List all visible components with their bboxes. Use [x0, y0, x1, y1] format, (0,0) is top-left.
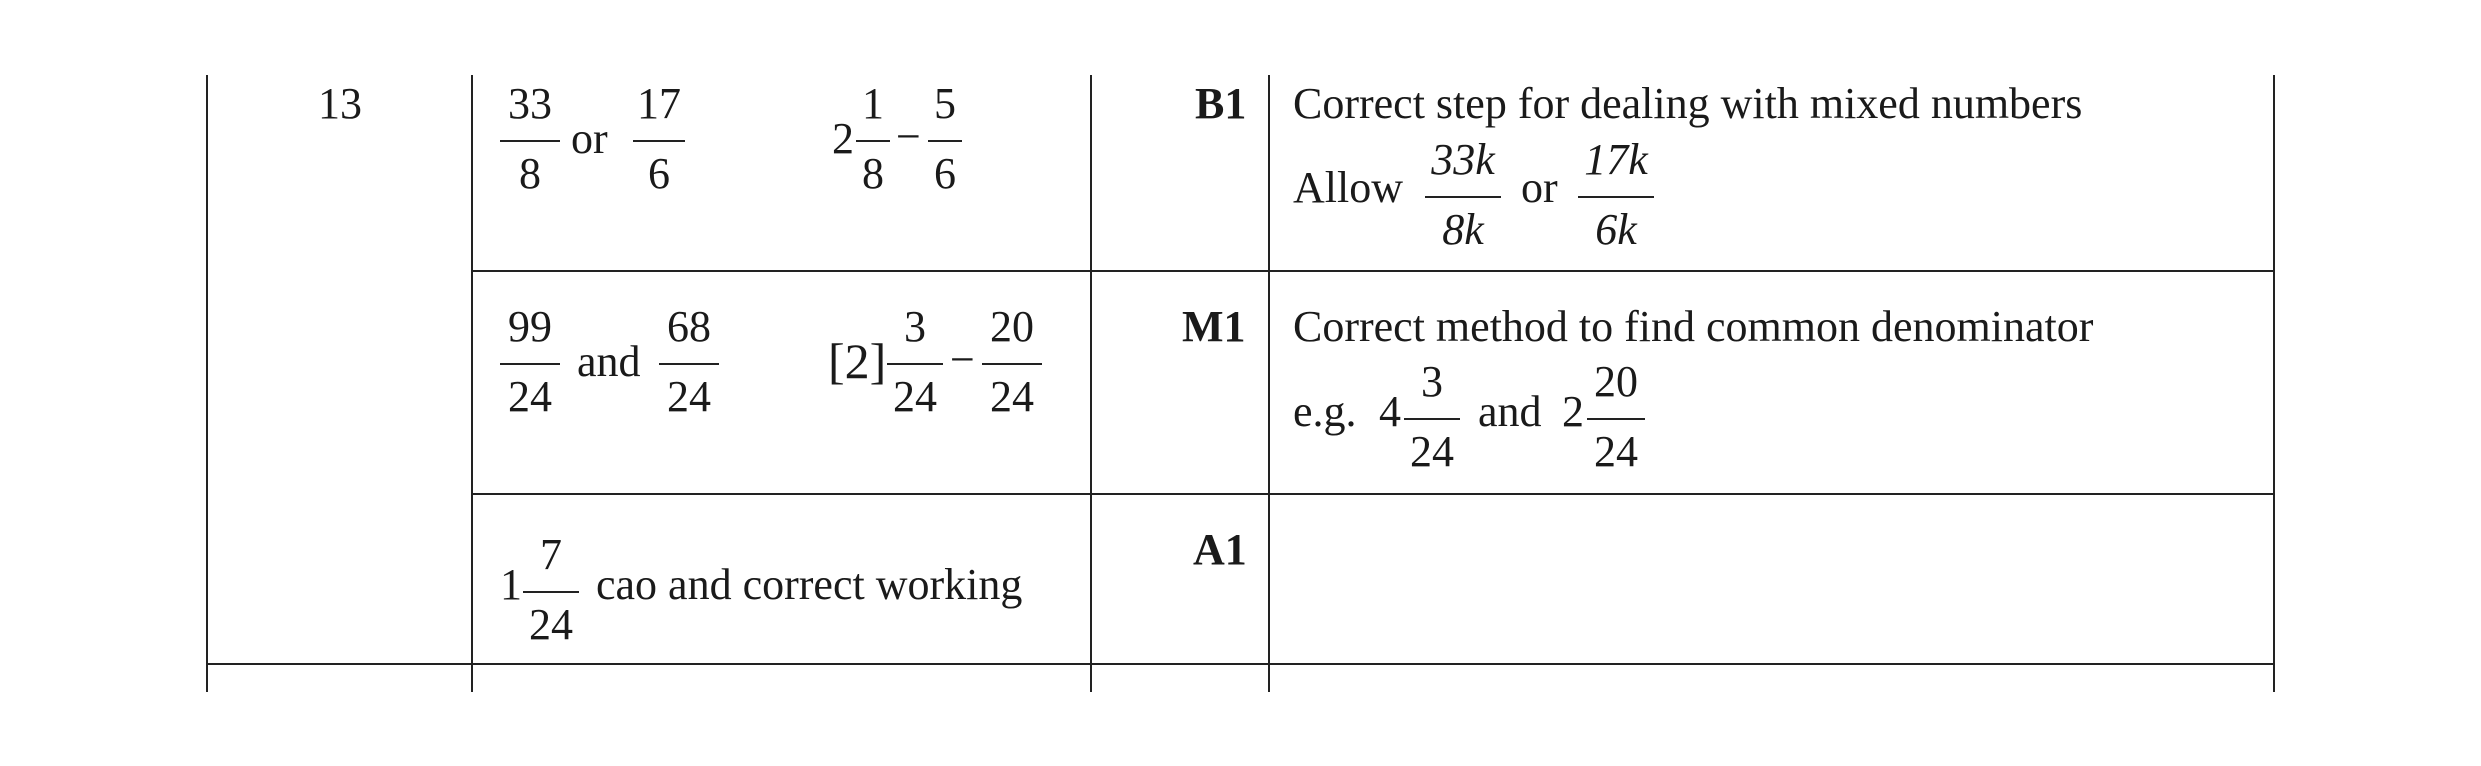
- row-divider-2: [471, 493, 2275, 495]
- table-bottom-border: [206, 663, 2275, 665]
- working-connector-and: and: [577, 337, 641, 386]
- note-mixed-whole-4: 4: [1379, 387, 1401, 436]
- minus-sign: −: [896, 112, 921, 161]
- fraction-1-over-8: 1 8: [856, 82, 890, 192]
- fraction-99-over-24: 99 24: [500, 305, 560, 415]
- bracketed-whole: [2]: [828, 333, 887, 389]
- fraction-3-over-24: 3 24: [887, 305, 943, 415]
- fraction-17k-over-6k: 17k 6k: [1578, 138, 1654, 248]
- fraction-68-over-24: 68 24: [659, 305, 719, 415]
- minus-sign: −: [950, 335, 975, 384]
- mark-code-a1: A1: [1193, 525, 1247, 574]
- row-divider-1: [471, 270, 2275, 272]
- table-divider-question: [471, 75, 473, 692]
- fraction-20-over-24-note: 20 24: [1587, 360, 1645, 470]
- table-divider-mark: [1268, 75, 1270, 692]
- fraction-33-over-8: 33 8: [500, 82, 560, 192]
- fraction-5-over-6: 5 6: [928, 82, 962, 192]
- table-border-left: [206, 75, 208, 692]
- answer-whole: 1: [500, 560, 522, 609]
- note-m1-line1: Correct method to find common denominator: [1293, 302, 2094, 351]
- table-divider-working: [1090, 75, 1092, 692]
- fraction-17-over-6: 17 6: [633, 82, 685, 192]
- fraction-20-over-24: 20 24: [982, 305, 1042, 415]
- note-b1-line1: Correct step for dealing with mixed numbers: [1293, 79, 2083, 128]
- note-allow-label: Allow: [1293, 163, 1403, 212]
- note-mixed-whole-2: 2: [1562, 387, 1584, 436]
- mark-code-m1: M1: [1182, 302, 1246, 351]
- table-border-right: [2273, 75, 2275, 692]
- fraction-3-over-24-note: 3 24: [1404, 360, 1460, 470]
- fraction-33k-over-8k: 33k 8k: [1425, 138, 1501, 248]
- mark-code-b1: B1: [1195, 79, 1247, 128]
- fraction-7-over-24: 7 24: [523, 533, 579, 643]
- note-connector-and: and: [1478, 387, 1542, 436]
- question-number: 13: [318, 79, 362, 128]
- working-connector-or: or: [571, 114, 608, 163]
- note-eg-label: e.g.: [1293, 387, 1357, 436]
- note-connector-or: or: [1521, 163, 1558, 212]
- mixed-number-whole: 2: [832, 114, 854, 163]
- answer-text: cao and correct working: [596, 560, 1023, 609]
